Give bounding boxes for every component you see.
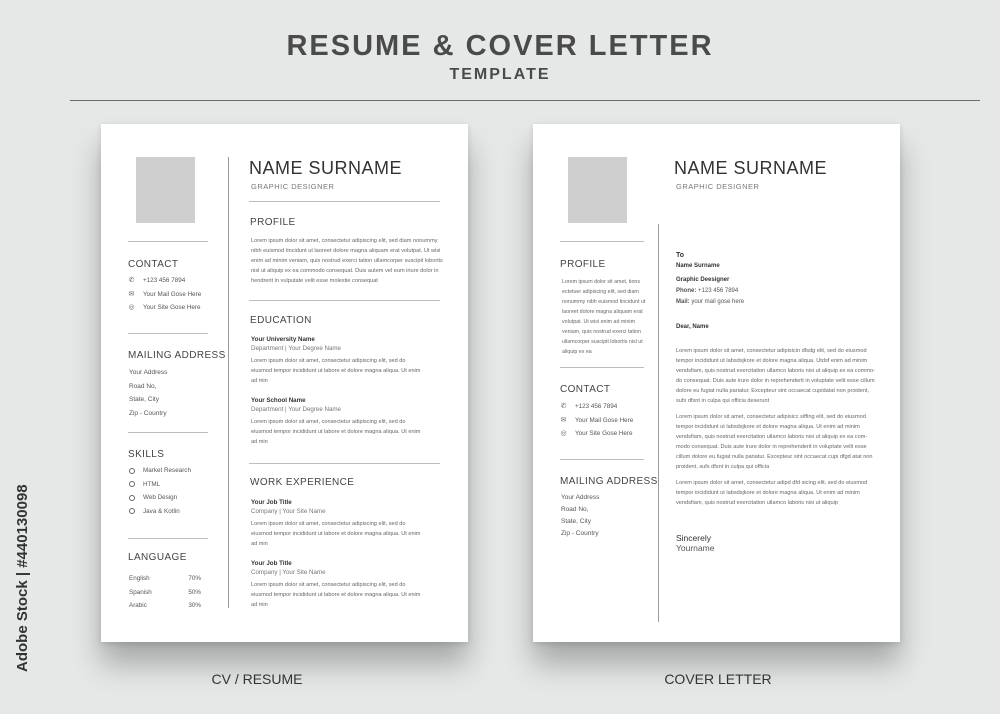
contact-site: ◎ Your Site Gose Here: [560, 430, 633, 438]
contact-mail: ✉ Your Mail Gose Here: [560, 416, 634, 424]
skill-item: Web Design: [129, 491, 219, 505]
contact-phone: ✆ +123 456 7894: [128, 277, 186, 285]
letter-paragraph: Lorem ipsum dolor sit amet, consectetur adipisicin dfsdg elit, sed do eiusmod tempor incididunt ut labsdsjkore et dolore magna aliqua. Utdsf enim ad minim vendsfiam, quis nostrud exercitation ullamco laboris nisi ut aliquip ex ea commo-do consequat. Duis aute irure dolor in reprehenderit in voluptate velit esse cillum dolore eu fugiat nulla pariatur. Excepteur sint occaecat cupidatat non proident, sufs dfsnt in culpa qui officia deserunt: [676, 348, 875, 404]
left-divider: [128, 538, 208, 539]
resume-photo-placeholder: [136, 157, 195, 223]
resume-caption: CV / RESUME: [211, 671, 303, 687]
letter-photo-placeholder: [568, 157, 627, 223]
work-item: Your Job Title Company | Your Site Name Lorem ipsum dolor sit amet, consectetur adipiscing elit, sed do eiusmod tempor incididunt ut labore et dolore magna aliqua. Ut enim ad min: [251, 560, 421, 608]
language-list: [129, 572, 201, 613]
letter-name: NAME SURNAME: [674, 158, 828, 178]
page-title: RESUME & COVER LETTER: [286, 30, 714, 62]
bullet-icon: [129, 508, 135, 514]
phone-icon: ✆: [128, 277, 135, 285]
mailing-heading: MAILING ADDRESS: [128, 350, 226, 361]
globe-icon: ◎: [128, 304, 135, 312]
skill-item: HTML: [129, 478, 219, 492]
language-item: Spanish 50%: [129, 588, 201, 596]
letter-profile-heading: PROFILE: [560, 259, 606, 270]
contact-site: ◎ Your Site Gose Here: [128, 304, 201, 312]
mailing-lines: Your Address Road No, State, City Zip - Country: [129, 369, 168, 417]
left-divider: [560, 459, 644, 460]
bullet-icon: [129, 495, 135, 501]
language-item: Arabic 30%: [129, 602, 201, 610]
contact-mail: ✉ Your Mail Gose Here: [128, 290, 202, 298]
bullet-icon: [129, 468, 135, 474]
letter-paragraph: Lorem ipsum dolor sit amet, consectetur adipd dfd sicing elit, sed do eiusmod tempor incididunt ut labsdsjkore et dolore magna aliqua. Ut enim ad minim vendsfiam, quis nostrud exercitation ullamco laboris nisi ut aliquip: [676, 480, 868, 506]
resume-name-divider: [249, 201, 440, 202]
left-divider: [128, 432, 208, 433]
resume-sheet: [101, 124, 468, 642]
education-heading: EDUCATION: [250, 315, 312, 326]
right-divider: [249, 463, 440, 464]
right-divider: [249, 300, 440, 301]
globe-icon: ◎: [560, 430, 567, 438]
header-divider: [70, 100, 980, 101]
recipient-block: To Name Surname Graphic Deesigner Phone: +123 456 7894 Mail: your mail gose here: [676, 252, 745, 305]
language-item: English 70%: [129, 575, 201, 583]
letter-contact-heading: CONTACT: [560, 384, 611, 395]
cover-letter-sheet: [533, 124, 900, 642]
resume-column-divider: [228, 157, 229, 608]
closing-block: Sincerely Yourname: [676, 533, 715, 553]
skills-heading: SKILLS: [128, 449, 165, 460]
letter-paragraph: Lorem ipsum dolor sit amet, consectetur adipisicc siffing elit, sed do eiusmod tempor incididunt ut labsdsjkore et dolore magna aliqua. Ut enim ad minim vendsfiam, quis nostrud exercitation ullamco laboris nisi ut aliquip ex ea com-modo consequat. Duis aute irure dolor in reprehenderit in voluptate velit esse cillum dolore eu fugiat nulla pariatur. Excepteur sint occaecat cupi dfgd atat non proident, sufs dfsnt in culpa qui officia: [676, 414, 873, 470]
letter-contact-list: [560, 400, 655, 441]
skill-item: Market Research: [129, 464, 219, 478]
contact-heading: CONTACT: [128, 259, 179, 270]
phone-icon: ✆: [560, 403, 567, 411]
letter-profile-text: Lorem ipsum dolor sit amet, tions ectetuer adipiscing elit, sed diam nonummy nibh euismod tincidunt ut laoreet dolore magna aliquam erat volutpat. Ut wisi enim ad minim veniam, quis nostrud exerci tation ullamcorper suscipit lobortis nisl ut aliquip ex ea: [562, 279, 646, 355]
mail-icon: ✉: [128, 290, 135, 298]
contact-phone: ✆ +123 456 7894: [560, 403, 618, 411]
mail-icon: ✉: [560, 416, 567, 424]
contact-list: [128, 274, 218, 315]
letter-job-title: GRAPHIC DESIGNER: [676, 182, 760, 191]
left-divider: [560, 241, 644, 242]
salutation: Dear, Name: [676, 324, 709, 330]
side-watermark-label: Adobe Stock | #440130098: [14, 484, 31, 672]
resume-job-title: GRAPHIC DESIGNER: [251, 182, 335, 191]
work-item: Your Job Title Company | Your Site Name Lorem ipsum dolor sit amet, consectetur adipiscing elit, sed do eiusmod tempor incididunt ut labore et dolore magna aliqua. Ut enim ad min: [251, 499, 421, 547]
work-heading: WORK EXPERIENCE: [250, 477, 355, 488]
skill-item: Java & Kotlin: [129, 505, 219, 519]
education-item: Your University Name Department | Your Degree Name Lorem ipsum dolor sit amet, consectetur adipiscing elit, sed do eiusmod tempor incididunt ut labore et dolore magna aliqua. Ut enim ad min: [251, 336, 421, 384]
education-item: Your School Name Department | Your Degree Name Lorem ipsum dolor sit amet, consectetur adipiscing elit, sed do eiusmod tempor incididunt ut labore et dolore magna aliqua. Ut enim ad min: [251, 397, 421, 445]
profile-text: Lorem ipsum dolor sit amet, consectetur adipiscing elit, sed diam nonummy nibh euismod tincidunt ut laoreet dolore magna aliquam erat volutpat. Ut wisi enim ad minim veniam, quis nostrud exerci tation ullamcorper suscipit lobortis nisl ut aliquip ex ea commodo consequat. Duis autem vel eum iriure dolor in hendrerit in vulputate velit esse molestie consequat: [251, 238, 443, 284]
letter-caption: COVER LETTER: [664, 671, 772, 687]
skills-list: [129, 464, 219, 518]
letter-column-divider: [658, 224, 659, 622]
left-divider: [128, 333, 208, 334]
left-divider: [128, 241, 208, 242]
left-divider: [560, 367, 644, 368]
bullet-icon: [129, 481, 135, 487]
letter-mailing-heading: MAILING ADDRESS: [560, 476, 658, 487]
page-subtitle: TEMPLATE: [449, 66, 551, 83]
language-heading: LANGUAGE: [128, 552, 187, 563]
profile-heading: PROFILE: [250, 217, 296, 228]
resume-name: NAME SURNAME: [249, 158, 403, 178]
letter-mailing-lines: Your Address Road No, State, City Zip - Country: [561, 494, 600, 537]
